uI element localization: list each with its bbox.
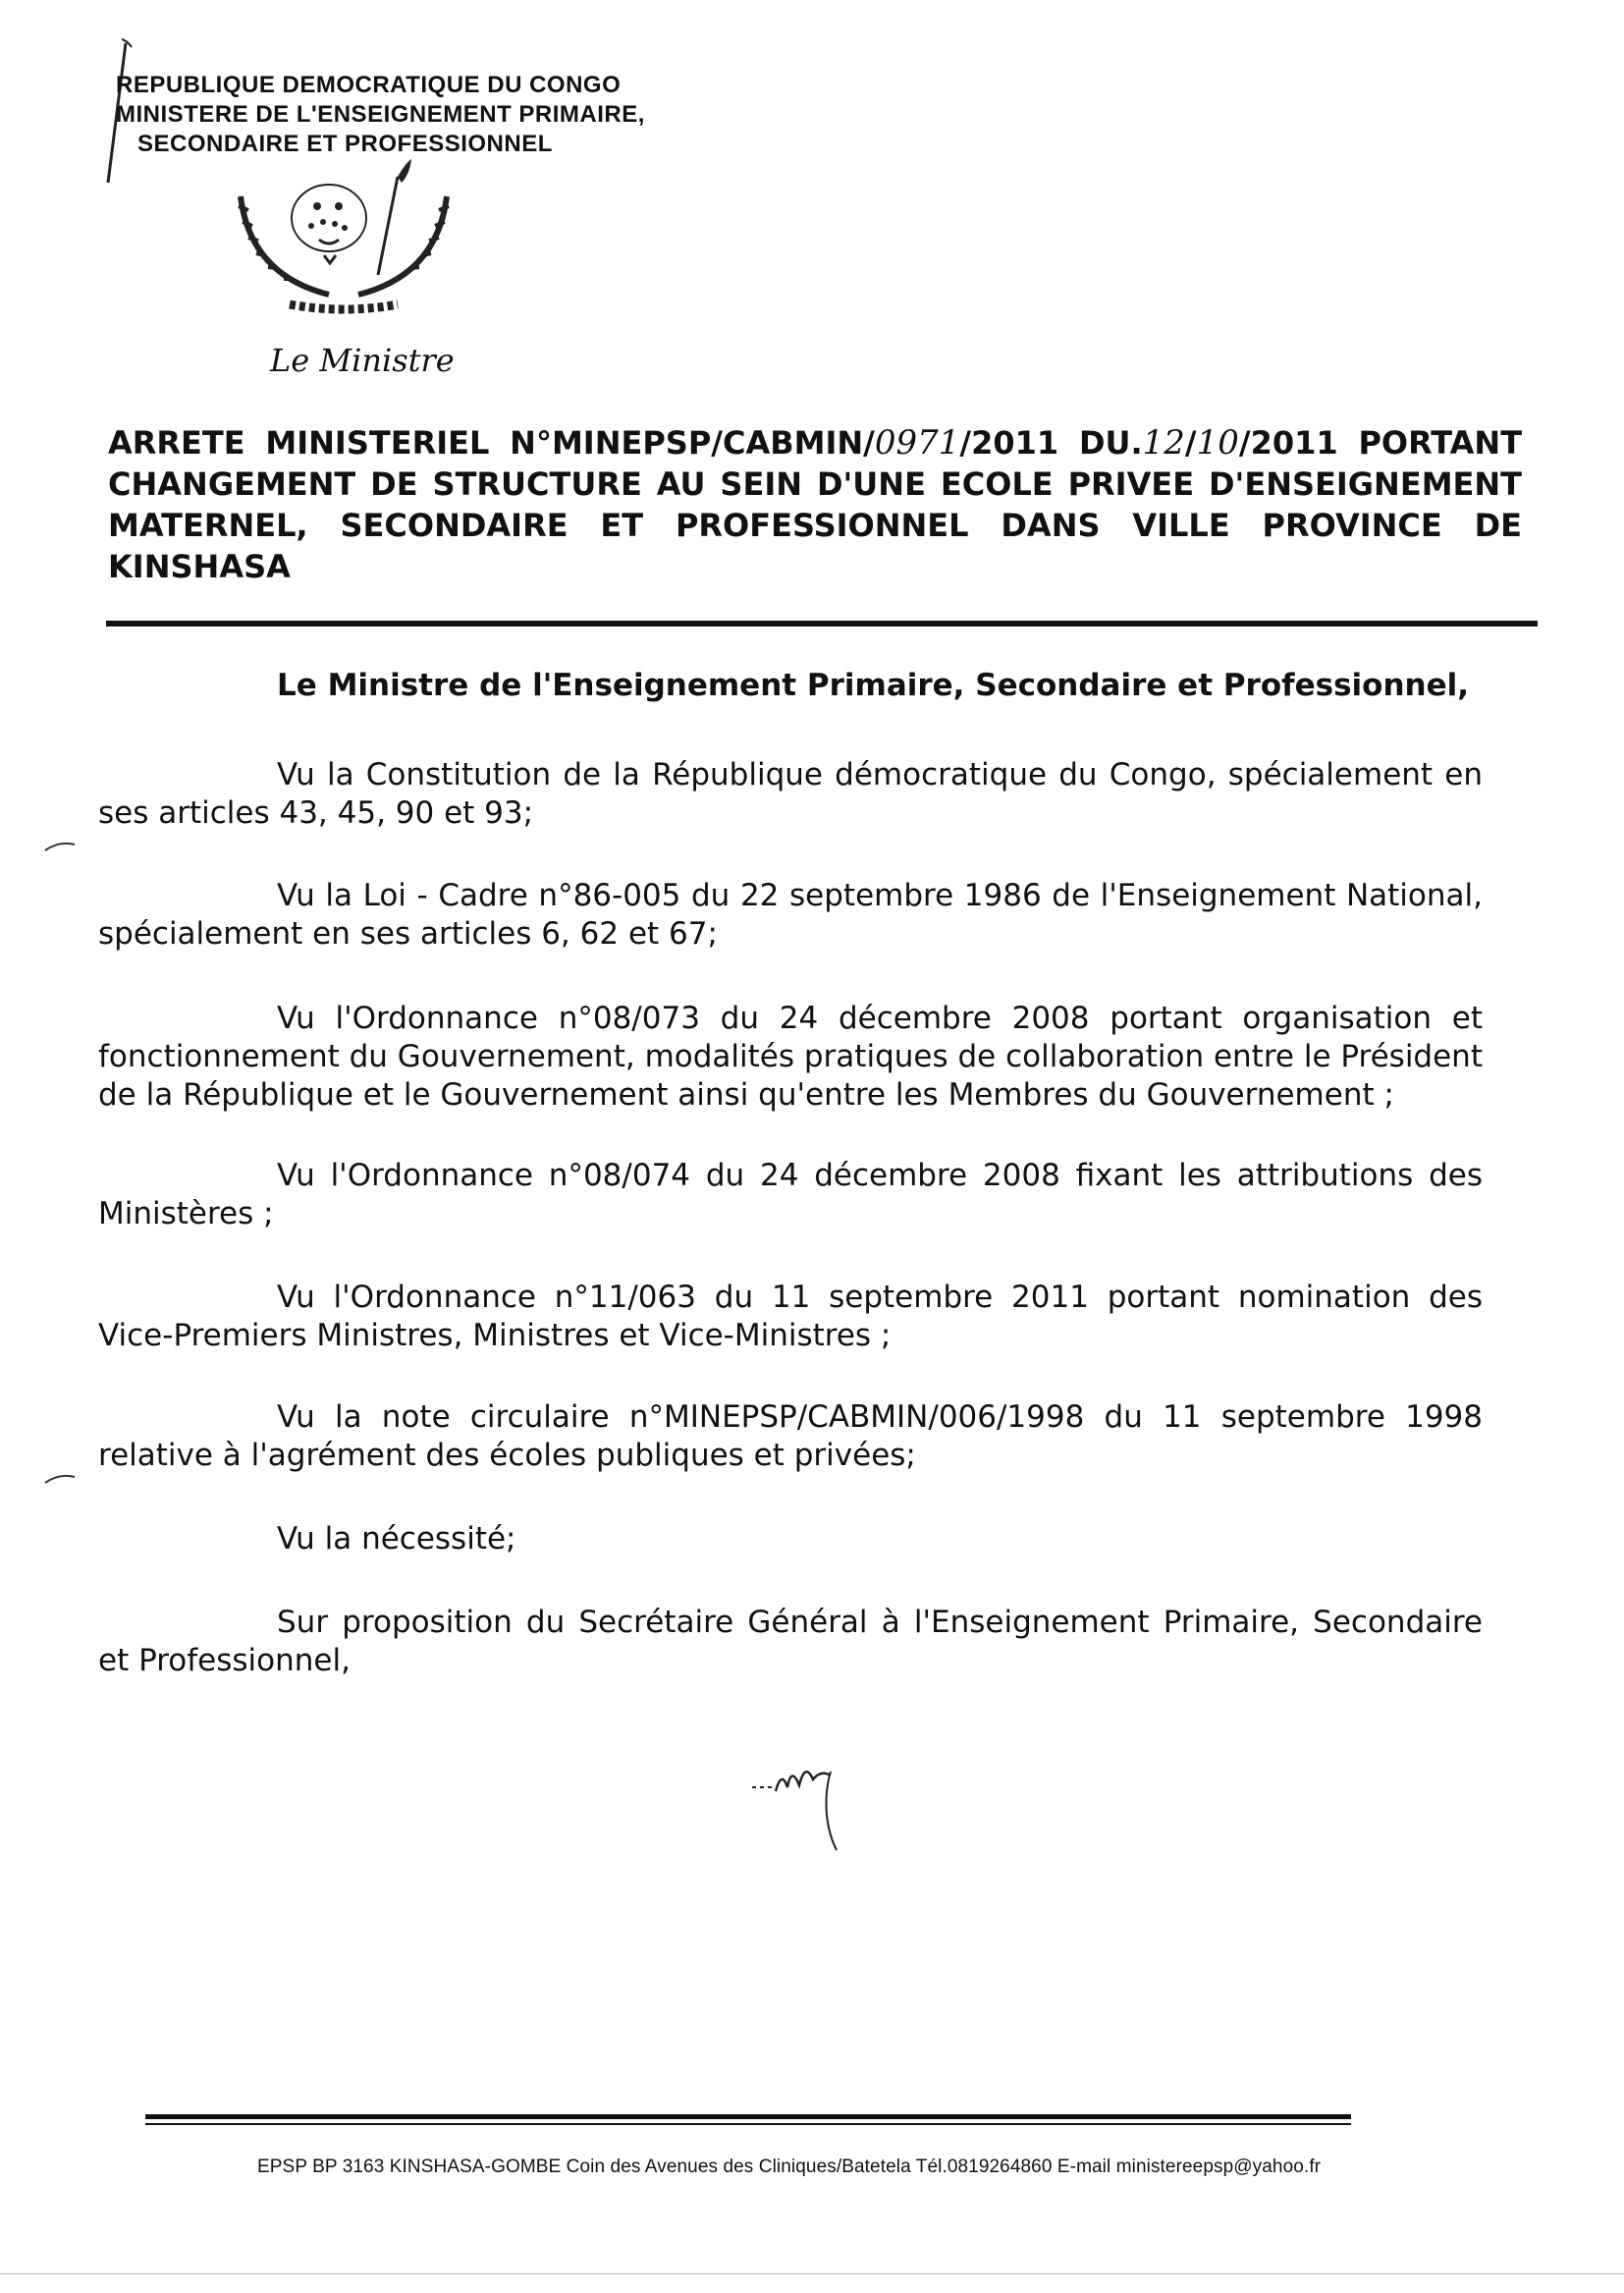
decree-year-end: /2011 <box>1238 424 1338 462</box>
decree-month-handwritten: 10 <box>1196 423 1239 463</box>
page-bottom-edge <box>0 2273 1624 2274</box>
decree-year-sep: /2011 DU. <box>959 424 1143 462</box>
preamble-paragraph: Vu l'Ordonnance n°11/063 du 11 septembre 2011 portant nomination des Vice-Premiers Ministres, Ministres et Vice-Ministres ; <box>98 1280 1483 1353</box>
margin-tick-mark <box>41 837 81 856</box>
decree-date-sep: / <box>1184 424 1197 462</box>
footer-contact: EPSP BP 3163 KINSHASA-GOMBE Coin des Avenues des Cliniques/Batetela Tél.0819264860 E-mail ministereepsp@yahoo.fr <box>257 2157 1322 2177</box>
margin-tick-mark <box>41 1469 81 1489</box>
preamble-paragraph: Vu la nécessité; <box>277 1521 516 1556</box>
preamble-paragraph: Sur proposition du Secrétaire Général à l'Enseignement Primaire, Secondaire et Professionnel, <box>98 1605 1483 1678</box>
decree-day-handwritten: 12 <box>1142 423 1185 463</box>
title-divider <box>106 621 1538 627</box>
footer-divider <box>145 2114 1351 2119</box>
minister-signature-label: Le Ministre <box>270 342 455 379</box>
preamble-paragraph: Vu la Constitution de la République démocratique du Congo, spécialement en ses articles 43, 45, 90 et 93; <box>98 757 1483 831</box>
preamble-paragraph: Vu la note circulaire n°MINEPSP/CABMIN/006/1998 du 11 septembre 1998 relative à l'agrément des écoles publiques et privées; <box>98 1399 1483 1473</box>
preamble-paragraph: Vu la Loi - Cadre n°86-005 du 22 septembre 1986 de l'Enseignement National, spécialement en ses articles 6, 62 et 67; <box>98 878 1483 952</box>
handwritten-initials <box>746 1748 854 1866</box>
decree-title-prefix: ARRETE MINISTERIEL N°MINEPSP/CABMIN/ <box>108 424 875 462</box>
preamble-paragraph: Vu l'Ordonnance n°08/073 du 24 décembre 2008 portant organisation et fonctionnement du Gouvernement, modalités pratiques de collaboration entre le Président de la République et le Gouvernement ainsi qu'entre les Membres du Gouvernement ; <box>98 1001 1483 1113</box>
decree-number-handwritten: 0971 <box>874 423 960 463</box>
footer-divider-thin <box>145 2123 1351 2125</box>
letterhead-country: REPUBLIQUE DEMOCRATIQUE DU CONGO <box>116 72 622 98</box>
preamble-paragraph: Vu l'Ordonnance n°08/074 du 24 décembre 2008 fixant les attributions des Ministères ; <box>98 1158 1483 1231</box>
coat-of-arms-emblem <box>221 157 466 324</box>
letterhead-ministry: MINISTERE DE L'ENSEIGNEMENT PRIMAIRE, <box>116 101 645 128</box>
decree-subject: PORTANT CHANGEMENT DE STRUCTURE AU SEIN D'UNE ECOLE PRIVEE D'ENSEIGNEMENT MATERNEL, SECONDAIRE ET PROFESSIONNEL DANS VILLE PROVINCE DE KINSHASA <box>108 424 1523 585</box>
decree-title <box>108 422 1522 587</box>
preamble-heading: Le Ministre de l'Enseignement Primaire, Secondaire et Professionnel, <box>277 668 1470 703</box>
letterhead-ministry-cont: SECONDAIRE ET PROFESSIONNEL <box>137 131 553 157</box>
letterhead <box>116 71 645 159</box>
